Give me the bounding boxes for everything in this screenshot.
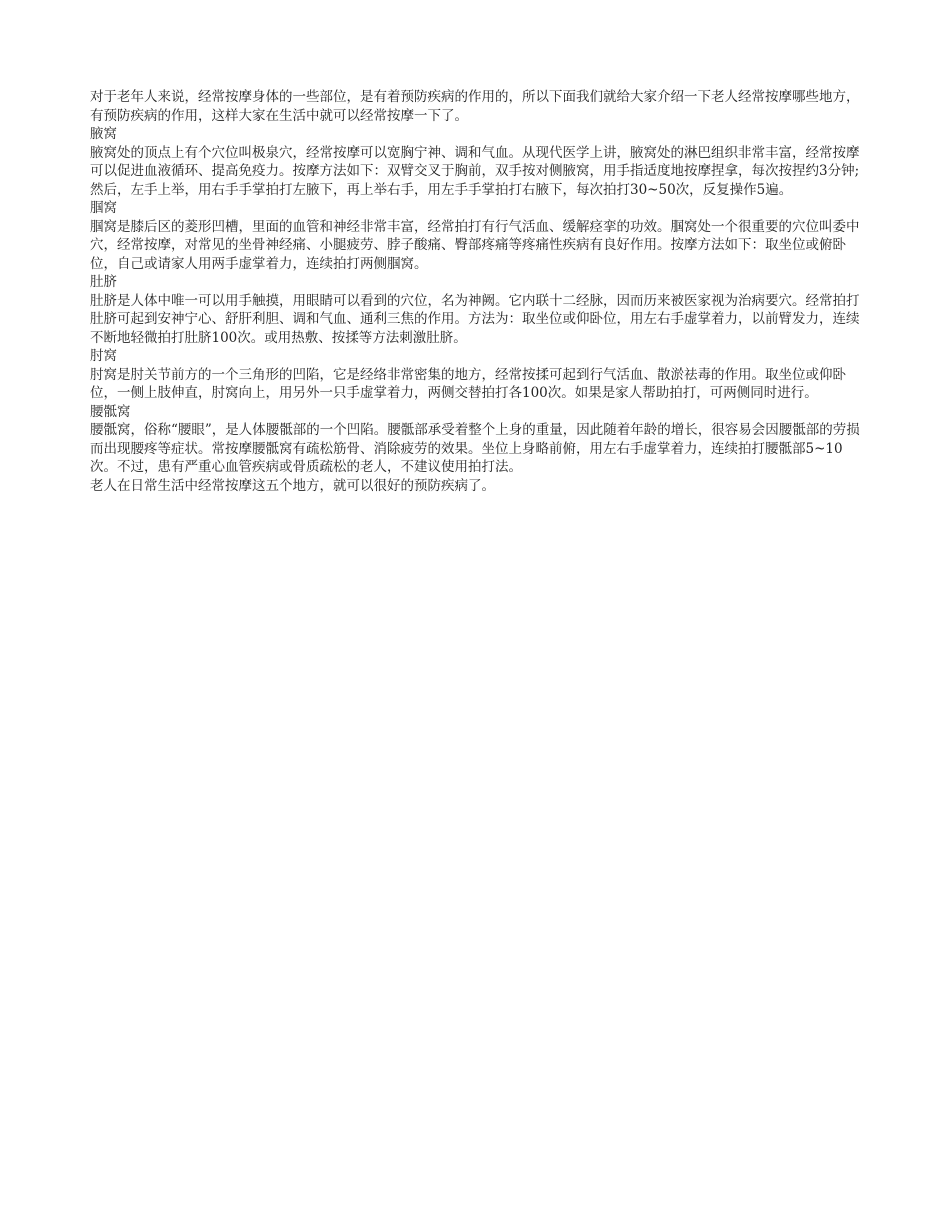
- section-text-popliteal-fossa: 腘窝是膝后区的菱形凹槽，里面的血管和神经非常丰富，经常拍打有行气活血、缓解痉挛的功效。腘窝处一个很重要的穴位叫委中穴，经常按摩，对常见的坐骨神经痛、小腿疲劳、脖子酸痛、臀部疼痛等疼痛性疾病有良好作用。按摩方法如下：取坐位或俯卧位，自己或请家人用两手虚掌着力，连续拍打两侧腘窝。: [90, 218, 860, 272]
- section-heading-navel: 肚脐: [90, 274, 117, 290]
- section-text-lumbosacral-fossa: 腰骶窝，俗称“腰眼”，是人体腰骶部的一个凹陷。腰骶部承受着整个上身的重量，因此随着年龄的增长，很容易会因腰骶部的劳损而出现腰疼等症状。常按摩腰骶窝有疏松筋骨、消除疲劳的效果。坐位上身略前俯，用左右手虚掌着力，连续拍打腰骶部5~10次。不过，患有严重心血管疾病或骨质疏松的老人，不建议使用拍打法。: [90, 422, 860, 475]
- section-text-elbow-fossa: 肘窝是肘关节前方的一个三角形的凹陷，它是经络非常密集的地方，经常按揉可起到行气活血、散淤祛毒的作用。取坐位或仰卧位，一侧上肢伸直，肘窝向上，用另外一只手虚掌着力，两侧交替拍打各100次。如果是家人帮助拍打，可两侧同时进行。: [90, 366, 846, 401]
- article-body: [90, 88, 862, 495]
- section-text-armpit: 腋窝处的顶点上有个穴位叫极泉穴，经常按摩可以宽胸宁神、调和气血。从现代医学上讲，腋窝处的淋巴组织非常丰富，经常按摩可以促进血液循环、提高免疫力。按摩方法如下：双臂交叉于胸前，双手按对侧腋窝，用手指适度地按摩捏拿，每次按捏约3分钟;然后，左手上举，用右手手掌拍打左腋下，再上举右手，用左手手掌拍打右腋下，每次拍打30~50次，反复操作5遍。: [90, 144, 860, 198]
- section-text-navel: 肚脐是人体中唯一可以用手触摸，用眼睛可以看到的穴位，名为神阙。它内联十二经脉，因而历来被医家视为治病要穴。经常拍打肚脐可起到安神宁心、舒肝利胆、调和气血、通利三焦的作用。方法为：取坐位或仰卧位，用左右手虚掌着力，以前臂发力，连续不断地轻微拍打肚脐100次。或用热敷、按揉等方法刺激肚脐。: [90, 292, 860, 346]
- section-heading-armpit: 腋窝: [90, 126, 117, 142]
- section-heading-elbow-fossa: 肘窝: [90, 348, 117, 364]
- intro-paragraph: 对于老年人来说，经常按摩身体的一些部位，是有着预防疾病的作用的，所以下面我们就给大家介绍一下老人经常按摩哪些地方，有预防疾病的作用，这样大家在生活中就可以经常按摩一下了。: [90, 89, 860, 124]
- section-heading-popliteal-fossa: 腘窝: [90, 200, 117, 216]
- section-heading-lumbosacral-fossa: 腰骶窝: [90, 403, 131, 420]
- conclusion-paragraph: 老人在日常生活中经常按摩这五个地方，就可以很好的预防疾病了。: [90, 477, 495, 494]
